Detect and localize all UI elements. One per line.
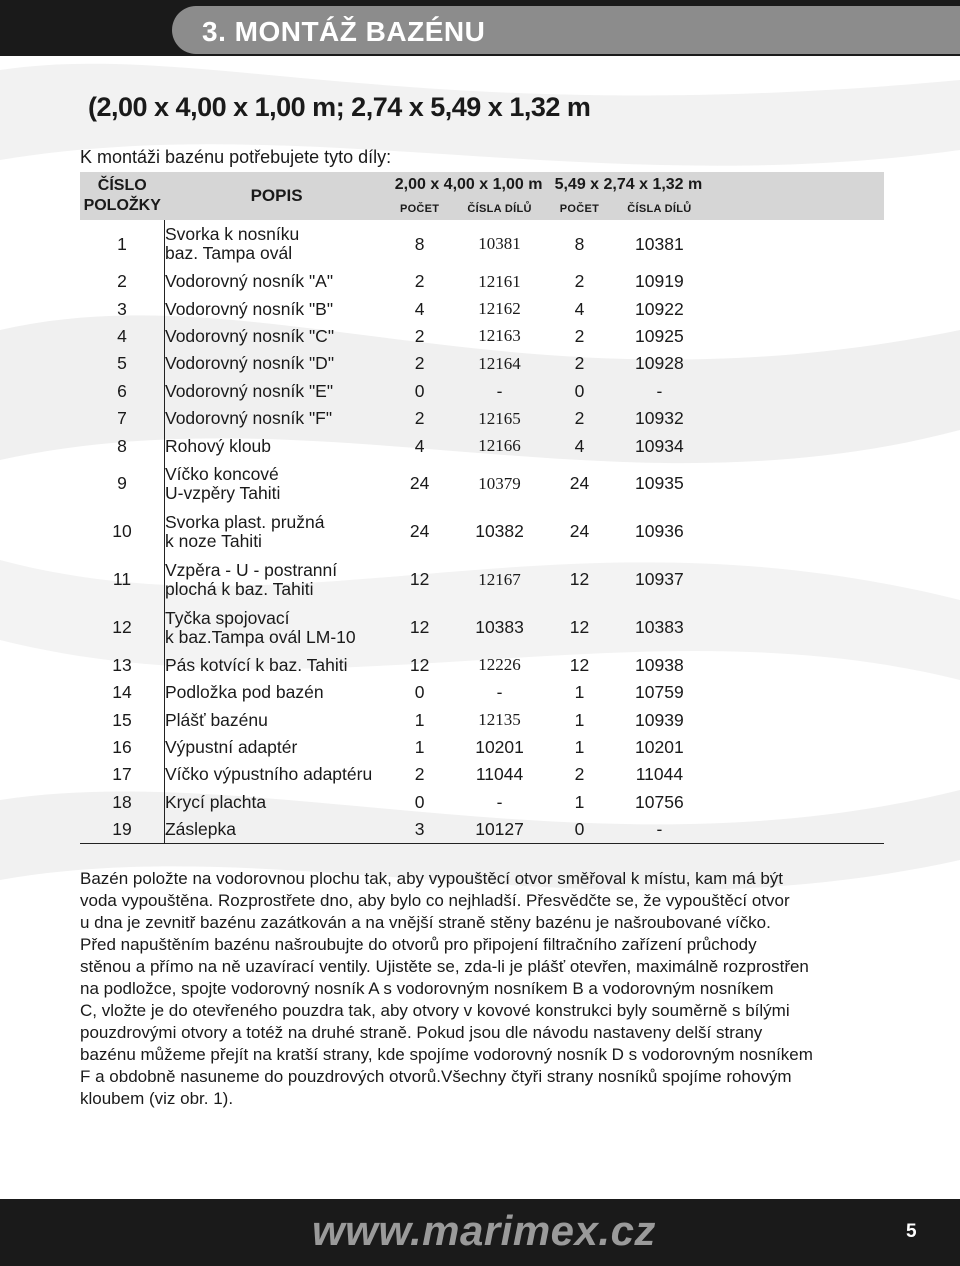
row-part-number-b: 10939 [635,709,684,730]
page-number: 5 [906,1221,917,1242]
row-part-number-a: - [496,791,503,812]
row-count-a: 12 [409,654,430,675]
row-description [164,761,388,788]
row-description-line1: Plášť bazénu [164,709,268,730]
row-count-b: 2 [574,325,585,346]
row-count-a: 4 [414,298,425,319]
table-row [80,323,884,350]
table-row [80,556,884,604]
row-part-number-b: 10935 [635,473,684,494]
row-description-line2: k baz.Tampa ovál LM-10 [164,626,356,647]
row-part-number-b: - [610,816,708,844]
row-item-number: 15 [80,707,164,734]
row-description-line1: Vodorovný nosník "E" [164,380,334,401]
table-row [80,432,884,459]
row-count-a: 1 [414,737,425,758]
row-description [164,734,388,761]
instruction-line: kloubem (viz obr. 1). [80,1089,234,1108]
row-fill [708,508,884,556]
row-part-number-b: 10383 [635,617,684,638]
row-description [164,378,388,405]
row-item-number: 6 [80,378,164,405]
row-count-b: 24 [569,473,590,494]
row-description-line2: baz. Tampa ovál [164,243,293,263]
row-fill [708,604,884,652]
row-description-line2: U-vzpěry Tahiti [164,482,281,503]
row-description-line1: Rohový kloub [164,435,272,456]
row-part-number-a: 12166 [478,436,521,456]
row-part-number-a: 12165 [478,408,521,428]
col-parts-a: ČÍSLA DÍLŮ [451,198,549,220]
row-count-b: 2 [574,408,585,429]
row-count-b: 4 [574,435,585,456]
row-part-number-b: - [656,380,663,401]
instruction-line: C, vložte je do otevřeného pouzdra tak, aby otvory v kovové konstrukci byly souměrně s bílými [80,1001,790,1020]
row-fill [708,707,884,734]
row-part-number-b: 10938 [635,654,684,675]
instruction-line: pouzdrovými otvory a totéž na druhé straně. Pokud jsou dle návodu nastaveny delší strany [80,1023,763,1042]
table-row [80,679,884,706]
table-row [80,789,884,816]
row-item-number: 19 [80,816,164,844]
row-count-b: 24 [569,521,590,542]
header-fill [708,172,884,220]
row-part-number-b: 10936 [635,521,684,542]
row-description-line1: Pás kotvící k baz. Tahiti [164,654,348,675]
row-description-line1: Výpustní adaptér [164,737,298,758]
row-description-line1: Svorka k nosníku [164,224,300,244]
row-description-line1: Vodorovný nosník "B" [164,298,334,319]
row-count-a: 4 [414,435,425,456]
parts-table-body [80,220,884,844]
section-title: 3. MONTÁŽ BAZÉNU [202,16,486,47]
table-row [80,761,884,788]
row-description-line2: k noze Tahiti [164,530,262,551]
row-part-number-b: 11044 [635,764,684,785]
row-count-a: 2 [414,764,425,785]
row-description [164,679,388,706]
row-item-number: 3 [80,295,164,322]
row-description-line1: Vodorovný nosník "A" [164,271,334,292]
row-part-number-a: 10201 [475,737,524,758]
instruction-line: stěnou a přímo na ně uzavírací ventily. Ujistěte se, zda-li je plášť otevřen, maximálně rozprostřen [80,957,809,976]
table-row [80,350,884,377]
col-description: POPIS [164,172,388,220]
row-part-number-a: 12162 [478,299,521,319]
row-count-b: 12 [569,617,590,638]
row-description [164,816,388,844]
row-description [164,295,388,322]
row-fill [708,734,884,761]
row-count-b: 1 [574,791,585,812]
row-item-number: 16 [80,734,164,761]
col-item-number [80,172,164,220]
row-part-number-a: - [496,682,503,703]
row-count-a: 24 [409,521,430,542]
row-part-number-a: 11044 [475,764,524,785]
website-url[interactable]: www.marimex.cz [312,1207,656,1254]
row-count-a: 12 [409,569,430,590]
row-fill [708,323,884,350]
col-size-a: 2,00 x 4,00 x 1,00 m [389,172,549,198]
row-item-number: 5 [80,350,164,377]
row-part-number-b: 10932 [635,408,684,429]
row-description-line1: Podložka pod bazén [164,682,324,703]
parts-table [80,172,884,844]
row-description [164,789,388,816]
row-count-b: 2 [574,353,585,374]
row-item-number: 2 [80,268,164,295]
instructions-text [80,868,880,1110]
row-count-a: 3 [389,816,451,844]
table-row [80,508,884,556]
row-item-number: 11 [80,556,164,604]
row-fill [708,460,884,508]
row-item-number: 10 [80,508,164,556]
instruction-line: bazénu můžeme přejít na kratší strany, kde spojíme vodorovný nosník D s vodorovným nosníkem [80,1045,813,1064]
instruction-line: na podložce, spojte vodorovný nosník A s vodorovným nosníkem B a vodorovným nosníkem [80,979,774,998]
col-count-a: POČET [389,198,451,220]
row-fill [708,295,884,322]
table-row [80,220,884,268]
row-part-number-b: 10928 [635,353,684,374]
row-part-number-a: 10382 [475,521,524,542]
row-count-a: 24 [409,473,430,494]
row-description [164,323,388,350]
row-count-a: 0 [414,682,425,703]
row-fill [708,816,884,844]
row-item-number: 8 [80,432,164,459]
row-part-number-a: 10127 [451,816,549,844]
row-part-number-a: 12226 [478,655,521,675]
col-item-line2: POLOŽKY [83,197,161,214]
row-count-b: 0 [574,380,585,401]
table-row [80,378,884,405]
col-item-line1: ČÍSLO [97,177,147,194]
row-part-number-b: 10925 [635,325,684,346]
row-count-a: 2 [414,408,425,429]
row-fill [708,378,884,405]
table-row [80,405,884,432]
instruction-line: Bazén položte na vodorovnou plochu tak, aby vypouštěcí otvor směřoval k místu, kam má být [80,869,784,888]
row-part-number-a: 12163 [478,326,521,346]
row-count-b: 2 [574,764,585,785]
row-fill [708,220,884,268]
row-description [164,707,388,734]
row-description-line1: Svorka plast. pružná [164,511,325,532]
row-part-number-b: 10381 [635,233,684,254]
instruction-line: voda vypouštěna. Rozprostřete dno, aby bylo co nejhladší. Přesvědčte se, že vypouštěcí otvor [80,891,790,910]
row-part-number-a: - [496,380,503,401]
row-description-line1: Krycí plachta [164,791,267,812]
row-part-number-a: 10379 [478,473,521,493]
row-count-a: 1 [414,709,425,730]
row-description [164,220,388,268]
row-description-line1: Tyčka spojovací [164,607,290,628]
row-count-b: 12 [569,569,590,590]
row-fill [708,652,884,679]
row-count-a: 2 [414,271,425,292]
row-part-number-a: 10383 [475,617,524,638]
row-description [164,405,388,432]
table-row [80,460,884,508]
row-item-number: 1 [80,220,164,268]
row-item-number: 17 [80,761,164,788]
row-fill [708,268,884,295]
table-row [80,734,884,761]
table-row [80,707,884,734]
row-part-number-b: 10756 [635,791,684,812]
row-count-b: 12 [569,654,590,675]
row-part-number-a: 10381 [478,234,521,253]
footer-bar [0,1199,960,1266]
row-count-a: 2 [414,325,425,346]
row-description [164,556,388,604]
row-description [164,460,388,508]
row-fill [708,789,884,816]
row-count-a: 2 [414,353,425,374]
row-description [164,652,388,679]
row-description-line1: Vodorovný nosník "C" [164,325,335,346]
row-part-number-b: 10934 [635,435,684,456]
row-count-b: 8 [574,233,585,254]
row-description-line2: plochá k baz. Tahiti [164,578,314,599]
row-description [164,350,388,377]
row-part-number-a: 12135 [478,710,521,730]
row-description [164,432,388,459]
table-row [80,652,884,679]
row-item-number: 9 [80,460,164,508]
row-part-number-a: 12167 [478,569,521,589]
row-count-a: 8 [414,233,425,254]
row-description-line1: Vodorovný nosník "F" [164,408,333,429]
row-fill [708,405,884,432]
row-count-a: 0 [414,380,425,401]
row-description [164,604,388,652]
row-count-b: 1 [574,737,585,758]
row-item-number: 13 [80,652,164,679]
instruction-line: Před napuštěním bazénu našroubujte do otvorů pro připojení filtračního zařízení průchody [80,935,757,954]
row-part-number-b: 10201 [635,737,684,758]
row-part-number-b: 10937 [635,569,684,590]
row-part-number-b: 10922 [635,298,684,319]
row-count-b: 1 [574,682,585,703]
row-description-line1: Víčko koncové [164,463,279,484]
section-tab [172,6,960,54]
row-part-number-a: 12161 [478,271,521,291]
row-item-number: 4 [80,323,164,350]
row-description-line1: Vodorovný nosník "D" [164,353,335,374]
table-row [80,295,884,322]
pool-dimensions-title: (2,00 x 4,00 x 1,00 m; 2,74 x 5,49 x 1,32 m [88,92,591,122]
row-item-number: 12 [80,604,164,652]
row-description [164,268,388,295]
row-part-number-b: 10919 [635,271,684,292]
row-count-b: 4 [574,298,585,319]
instruction-line: F a obdobně nasuneme do pouzdrových otvorů.Všechny čtyři strany nosníků spojíme rohovým [80,1067,792,1086]
row-count-a: 0 [414,791,425,812]
row-count-a: 12 [409,617,430,638]
instruction-line: u dna je zevnitř bazénu zazátkován a na vnější straně stěny bazénu je našroubované víčko. [80,913,771,932]
row-count-b: 0 [549,816,611,844]
row-count-b: 2 [574,271,585,292]
row-item-number: 14 [80,679,164,706]
col-parts-b: ČÍSLA DÍLŮ [610,198,708,220]
row-description [164,508,388,556]
row-fill [708,556,884,604]
row-fill [708,432,884,459]
row-fill [708,761,884,788]
row-part-number-a: 12164 [478,353,521,373]
col-count-b: POČET [549,198,611,220]
intro-text: K montáži bazénu potřebujete tyto díly: [80,147,392,167]
row-description-line1: Víčko výpustního adaptéru [164,764,373,785]
table-row [80,268,884,295]
col-size-b: 5,49 x 2,74 x 1,32 m [549,172,709,198]
table-row [80,816,884,844]
table-row [80,604,884,652]
row-item-number: 18 [80,789,164,816]
row-description-line1: Záslepka [164,819,236,840]
row-fill [708,679,884,706]
row-part-number-b: 10759 [635,682,684,703]
row-item-number: 7 [80,405,164,432]
row-count-b: 1 [574,709,585,730]
row-fill [708,350,884,377]
row-description-line1: Vzpěra - U - postranní [164,559,338,580]
